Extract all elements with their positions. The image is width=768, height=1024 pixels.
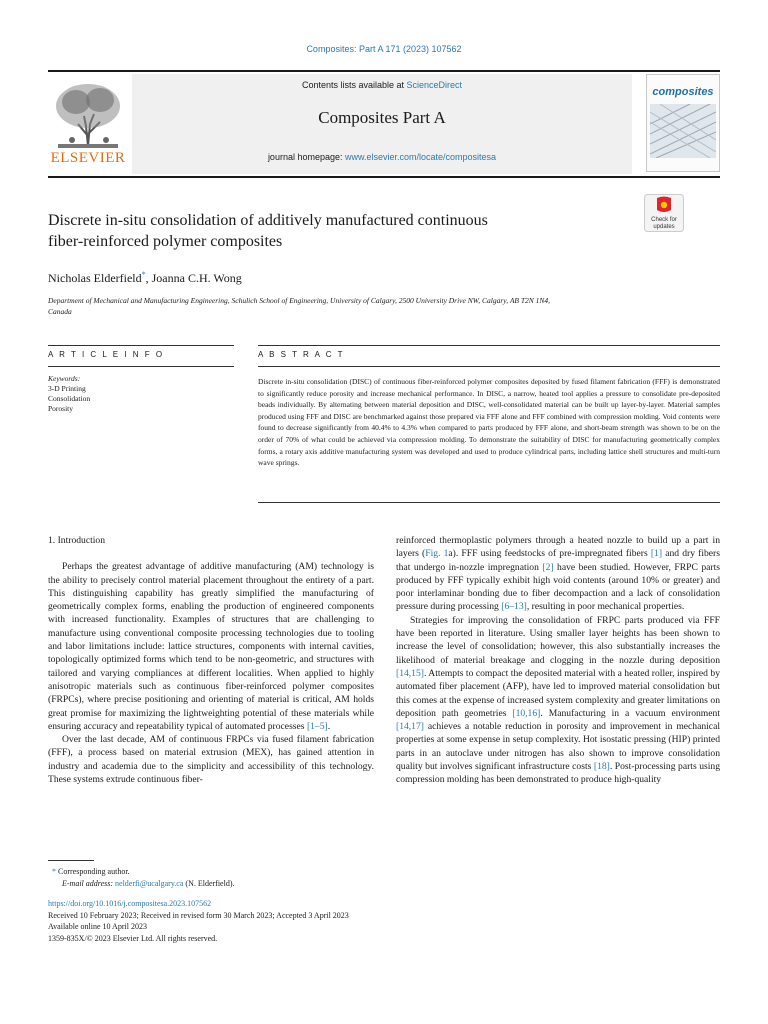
paragraph-text: Strategies for improving the consolidation of FRPC parts produced via FFF have been reported in literature. Using smaller layer heights has been shown to increase the level of consolidation; however, this also substantially increases the likelihood of material breakage and clogging in the nozzle during deposition	[396, 614, 720, 666]
paragraph-text: achieves a notable reduction in porosity and improvement in mechanical properties at some expense in setup complexity. Hot isostatic pressing (HIP) printed parts in an autoclave under nitrogen has also shown to improve consolidation quality but involves significant infrastructure costs	[396, 721, 720, 773]
paragraph-text: . Post-processing parts using compression molding has been demonstrated to produce high-quality	[396, 761, 720, 786]
paragraph-text: a). FFF using feedstocks of pre-impregnated fibers	[448, 548, 651, 560]
abstract-rule-mid	[258, 366, 720, 367]
received-dates: Received 10 February 2023; Received in revised form 30 March 2023; Accepted 3 April 2023	[48, 910, 349, 920]
header-rule-top	[48, 70, 720, 72]
citation-link[interactable]: [14,15]	[396, 667, 424, 679]
affiliation-line-1: Department of Mechanical and Manufacturing Engineering, Schulich School of Engineering, University of Calgary, 2500 University Drive NW, Calgary, AB T2N 1N4,	[48, 296, 551, 305]
keyword-item: Porosity	[48, 404, 74, 413]
paragraph	[48, 560, 374, 733]
section-heading-introduction: 1. Introduction	[48, 535, 106, 546]
badge-line-2: updates	[653, 224, 675, 230]
author-list	[48, 270, 648, 286]
article-info-rule-top	[48, 345, 234, 346]
email-footnote	[52, 878, 652, 890]
doi-link[interactable]: https://doi.org/10.1016/j.compositesa.2023.107562	[48, 899, 212, 908]
paragraph	[396, 614, 720, 787]
footnote-text: Corresponding author.	[56, 867, 130, 876]
paragraph-text: .	[327, 720, 331, 732]
copyright-line: 1359-835X/© 2023 Elsevier Ltd. All rights reserved.	[48, 933, 218, 943]
paragraph-text: . Manufacturing in a vacuum environment	[540, 707, 720, 719]
contents-prefix: Contents lists available at	[301, 80, 407, 90]
keyword-item: Consolidation	[48, 394, 91, 403]
homepage-prefix: journal homepage:	[267, 152, 345, 162]
author-separator: ,	[145, 271, 152, 285]
keyword-item: 3-D Printing	[48, 384, 86, 393]
author-2[interactable]: Joanna C.H. Wong	[151, 271, 242, 285]
cover-title: composites	[652, 86, 714, 98]
citation-link[interactable]: [1]	[650, 548, 663, 560]
abstract-text: Discrete in-situ consolidation (DISC) of continuous fiber-reinforced polymer composites deposited by fused filament fabrication (FFF) is demonstrated to significantly reduce porosity and increase mechanical performance. In DISC, a narrow, heated tool applies a pressure to consolidate pre-deposited beads individually. By alternating between material deposition and DISC, well-consolidated material can be built up layer-by-layer. Material samples produced using FFF and DISC are benchmarked against those prepared via FFF alone and FFF combined with compression molding. Void contents were found to decrease significantly from 40.4% to 4.3% when compared to parts produced by FFF alone, and short-beam strength was shown to be on the order of 70% of what could be achieved via compression molding. To demonstrate the suitability of DISC for manufacturing geometrically complex forms, a rotary axis additive manufacturing system was developed and used to produce cylindrical parts, including lattice shell structures and multi-turn wave springs.	[258, 377, 720, 468]
keywords-block	[48, 374, 234, 414]
check-updates-icon	[644, 194, 684, 232]
email-suffix: (N. Elderfield).	[183, 878, 235, 888]
abstract-label: A B S T R A C T	[258, 350, 345, 359]
article-title	[48, 210, 608, 252]
email-link[interactable]: nelderfi@ucalgary.ca	[115, 878, 184, 888]
sciencedirect-link[interactable]: ScienceDirect	[406, 80, 463, 90]
citation-link[interactable]: [1–5]	[306, 720, 328, 732]
publication-info	[48, 898, 648, 944]
footnotes	[52, 866, 652, 889]
body-column-right	[396, 534, 720, 787]
online-date: Available online 10 April 2023	[48, 922, 147, 931]
paragraph	[396, 534, 720, 614]
footnote-rule	[48, 860, 94, 861]
paragraph-text: reinforced thermoplastic polymers through a heated nozzle to build up a part in layers (	[396, 535, 720, 560]
corresponding-author-mark[interactable]: *	[141, 270, 146, 279]
citation-link[interactable]: [14,17]	[396, 721, 424, 733]
author-1[interactable]: Nicholas Elderfield	[48, 271, 142, 285]
citation-link[interactable]: [10,16]	[512, 707, 541, 719]
journal-title: Composites Part A	[318, 108, 446, 127]
paragraph: Over the last decade, AM of continuous FRPCs via fused filament fabrication (FFF), a process based on material extrusion (MEX), has gained attention in industry and academia due to the simplicity and accessibility of this technology. These systems extrude continuous fiber-	[48, 734, 374, 786]
header-rule-bottom	[48, 176, 720, 178]
paragraph-text: and dry fibers that undergo in-nozzle impregnation	[396, 548, 720, 573]
paragraph-text: , resulting in poor mechanical properties.	[526, 601, 685, 613]
citation-link[interactable]: [2]	[542, 561, 554, 573]
article-title-line-1: Discrete in-situ consolidation of additively manufactured continuous	[48, 212, 488, 229]
affiliation-line-2: Canada	[48, 307, 72, 316]
elsevier-wordmark: ELSEVIER	[50, 150, 126, 166]
paragraph-text: have been studied. However, FRPC parts produced by FFF typically exhibit high void contents (around 10% or greater) and poor interlaminar bonding due to fiber decompaction and a lack of consolidation pressure during processing	[396, 561, 720, 613]
check-for-updates-badge[interactable]	[644, 194, 684, 232]
citation-link[interactable]: [6–13]	[501, 601, 527, 613]
keywords-heading: Keywords:	[48, 374, 81, 383]
journal-homepage-link[interactable]: www.elsevier.com/locate/compositesa	[345, 152, 497, 162]
cover-artwork	[650, 104, 716, 158]
paragraph-text: Perhaps the greatest advantage of additive manufacturing (AM) technology is the ability to precisely control material placement throughout the entirety of a part. This distinguishing capability has greatly simplified the manufacturing of geometrically complex forms, enabling the production of engineered components with increased functionality. Examples of structures that are challenging to manufacture using conventional composite processing technologies due to tooling and labor limitations include: lattice structures, components with internal cavities, topologically optimized forms which tend to be non-geometric, and structures with tailored and varying compliances at different localities. When applied to highly anisotropic materials such as continuous fiber-reinforced polymer composites (FRPCs), where precise positioning and orienting of material is critical, AM holds great promise for maximizing the lightweighting potential of these materials while ensuring accuracy and repeatability typical of automated processes	[48, 561, 374, 732]
affiliation	[48, 295, 648, 317]
homepage-line	[132, 152, 632, 162]
article-info-label: A R T I C L E I N F O	[48, 350, 165, 359]
body-column-left	[48, 534, 374, 786]
citation-link[interactable]: [18]	[593, 761, 610, 773]
abstract-rule-top	[258, 345, 720, 346]
email-label: E-mail address:	[62, 878, 116, 888]
paragraph-text: . Attempts to compact the deposited material with a heated roller, inspired by automated fiber placement (AFP), have led to improved material consolidation but this comes at the expense of increased system complexity and greater limitations on deposition path geometries	[396, 667, 720, 719]
contents-line	[132, 80, 632, 90]
journal-reference-link[interactable]: Composites: Part A 171 (2023) 107562	[306, 44, 462, 54]
footnote-mark: *	[52, 867, 56, 876]
article-info-rule-mid	[48, 366, 234, 367]
abstract-rule-bottom	[258, 502, 720, 503]
figure-link[interactable]: Fig. 1	[425, 548, 449, 560]
article-title-line-2: fiber-reinforced polymer composites	[48, 233, 283, 250]
corresponding-footnote	[52, 866, 652, 878]
badge-line-1: Check for	[651, 217, 677, 223]
